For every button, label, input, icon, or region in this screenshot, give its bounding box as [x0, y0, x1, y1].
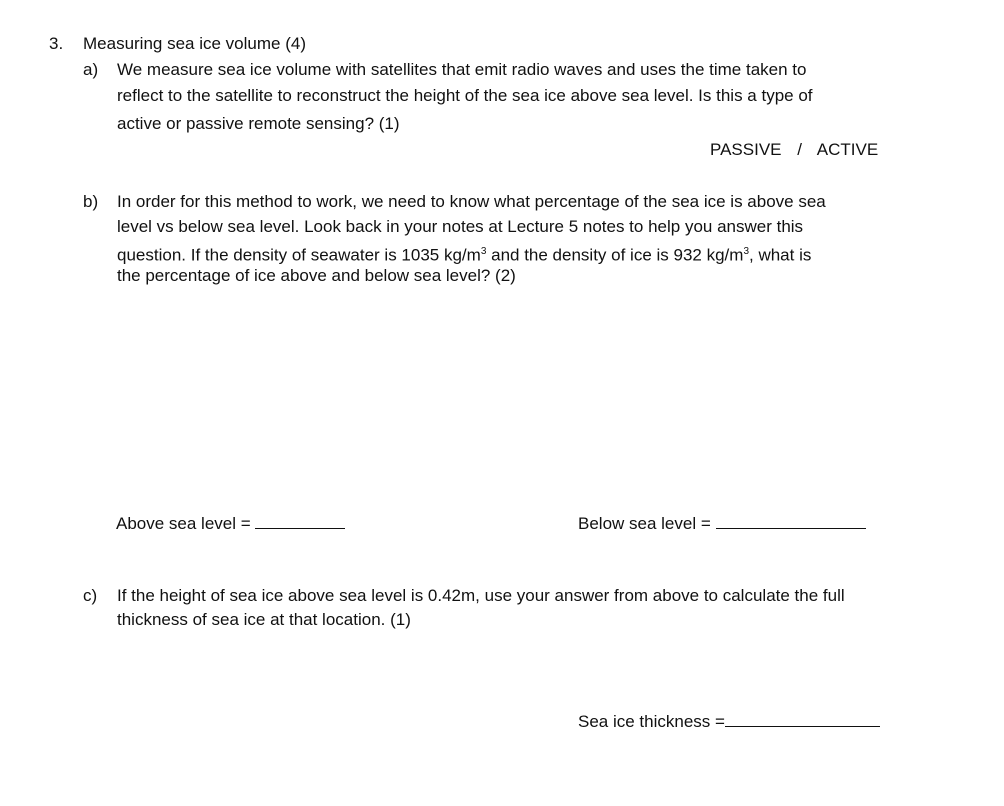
- part-c-marker: c): [83, 586, 98, 605]
- superscript-3: 3: [743, 246, 749, 257]
- part-b-line-4: the percentage of ice above and below sea level? (2): [117, 266, 516, 285]
- above-sea-level-blank[interactable]: [255, 512, 345, 529]
- part-a-line-1: We measure sea ice volume with satellites that emit radio waves and uses the time taken to: [117, 60, 807, 79]
- below-sea-level-blank[interactable]: [716, 512, 866, 529]
- part-b-line-3b: and the density of ice is 932 kg/m: [486, 245, 744, 265]
- part-c-line-2: thickness of sea ice at that location. (1): [117, 610, 411, 629]
- part-a-line-3: active or passive remote sensing? (1): [117, 114, 400, 133]
- part-b-marker: b): [83, 192, 99, 211]
- option-separator: /: [797, 140, 802, 159]
- sea-ice-thickness-answer: [578, 710, 880, 732]
- answer-choices: [710, 140, 878, 160]
- below-sea-level-answer: [578, 512, 866, 534]
- part-a-line-2: reflect to the satellite to reconstruct the height of the sea ice above sea level. Is this a type of: [117, 86, 813, 105]
- question-title: Measuring sea ice volume (4): [83, 34, 306, 53]
- part-b-line-3c: , what is: [749, 245, 812, 265]
- superscript-3: 3: [480, 246, 487, 257]
- below-sea-level-label: Below sea level =: [578, 514, 716, 533]
- part-b-line-1: In order for this method to work, we need to know what percentage of the sea ice is above sea: [117, 192, 826, 211]
- question-number: 3.: [49, 34, 64, 53]
- sea-ice-thickness-label: Sea ice thickness =: [578, 712, 725, 731]
- option-active[interactable]: ACTIVE: [816, 140, 879, 159]
- part-c-line-1: If the height of sea ice above sea level is 0.42m, use your answer from above to calculate the full: [117, 586, 845, 605]
- option-passive[interactable]: PASSIVE: [710, 140, 782, 159]
- part-a-marker: a): [83, 60, 99, 79]
- part-b-line-2: level vs below sea level. Look back in your notes at Lecture 5 notes to help you answer this: [117, 217, 804, 236]
- part-b-line-3a: question. If the density of seawater is 1035 kg/m: [117, 245, 481, 265]
- above-sea-level-label: Above sea level =: [116, 514, 256, 533]
- above-sea-level-answer: [116, 512, 345, 534]
- sea-ice-thickness-blank[interactable]: [725, 710, 880, 727]
